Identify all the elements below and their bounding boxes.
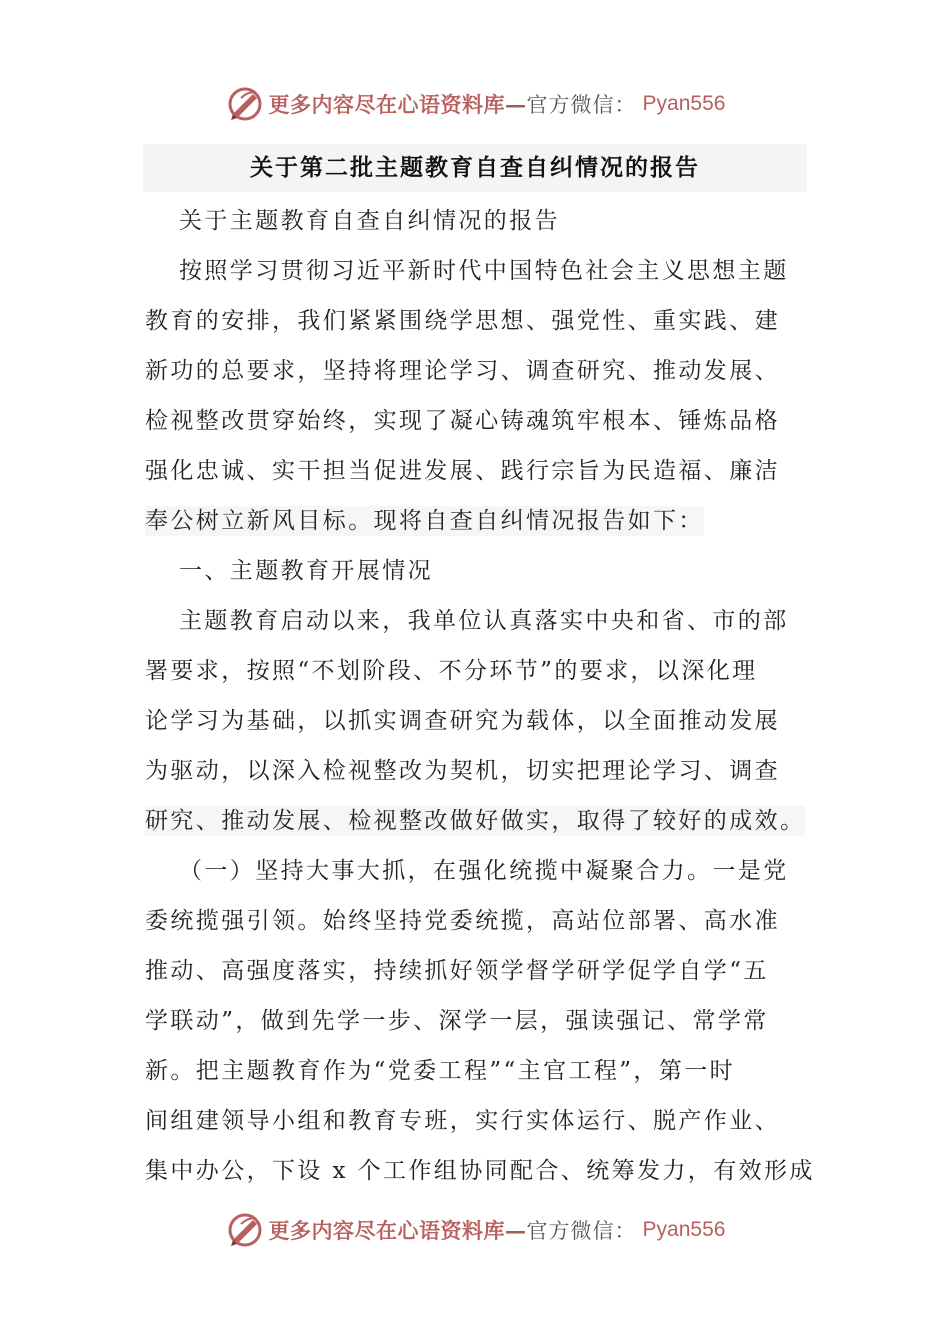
document-body bbox=[145, 196, 815, 1196]
paragraph-line: 论学习为基础，以抓实调查研究为载体，以全面推动发展 bbox=[145, 708, 780, 734]
section-heading: 一、主题教育开展情况 bbox=[179, 558, 433, 584]
subsection-line: （一）坚持大事大抓，在强化统揽中凝聚合力。一是党 bbox=[179, 858, 789, 884]
paragraph-line: 奉公树立新风目标。现将自查自纠情况报告如下： bbox=[145, 508, 704, 534]
header-banner bbox=[0, 80, 950, 128]
paragraph-line: 委统揽强引领。始终坚持党委统揽，高站位部署、高水准 bbox=[145, 908, 780, 934]
pen-logo-icon bbox=[225, 1210, 265, 1250]
paragraph-line: 为驱动，以深入检视整改为契机，切实把理论学习、调查 bbox=[145, 758, 780, 784]
document-title: 关于第二批主题教育自查自纠情况的报告 bbox=[143, 144, 807, 192]
banner-wechat-label: 官方微信： bbox=[526, 1219, 637, 1243]
paragraph-line: 按照学习贯彻习近平新时代中国特色社会主义思想主题 bbox=[179, 258, 789, 284]
banner-dash: — bbox=[505, 1217, 527, 1243]
banner-handle: Pyan556 bbox=[642, 92, 726, 115]
paragraph-line: 集中办公，下设 x 个工作组协同配合、统筹发力，有效形成 bbox=[145, 1158, 815, 1184]
banner-text: 更多内容尽在心语资料库 bbox=[268, 92, 506, 117]
paragraph-line: 强化忠诚、实干担当促进发展、践行宗旨为民造福、廉洁 bbox=[145, 458, 780, 484]
paragraph-line: 学联动”，做到先学一步、深学一层，强读强记、常学常 bbox=[145, 1008, 769, 1034]
paragraph-line: 教育的安排，我们紧紧围绕学思想、强党性、重实践、建 bbox=[145, 308, 780, 334]
banner-dash: — bbox=[505, 91, 527, 117]
paragraph-line: 新。把主题教育作为“党委工程”“主官工程”，第一时 bbox=[145, 1058, 736, 1084]
banner-handle: Pyan556 bbox=[642, 1218, 726, 1241]
paragraph-line: 研究、推动发展、检视整改做好做实，取得了较好的成效。 bbox=[145, 808, 806, 834]
paragraph-line: 主题教育启动以来，我单位认真落实中央和省、市的部 bbox=[179, 608, 789, 634]
paragraph-line: 间组建领导小组和教育专班，实行实体运行、脱产作业、 bbox=[145, 1108, 780, 1134]
footer-banner bbox=[0, 1206, 950, 1254]
paragraph-line: 新功的总要求，坚持将理论学习、调查研究、推动发展、 bbox=[145, 358, 780, 384]
paragraph-line: 推动、高强度落实，持续抓好领学督学研学促学自学“五 bbox=[145, 958, 769, 984]
banner-wechat-label: 官方微信： bbox=[526, 93, 637, 117]
pen-logo-icon bbox=[225, 84, 265, 124]
banner-text: 更多内容尽在心语资料库 bbox=[268, 1218, 506, 1243]
paragraph-line: 检视整改贯穿始终，实现了凝心铸魂筑牢根本、锤炼品格 bbox=[145, 408, 780, 434]
paragraph-line: 署要求，按照“不划阶段、不分环节”的要求，以深化理 bbox=[145, 658, 758, 684]
subtitle-line: 关于主题教育自查自纠情况的报告 bbox=[179, 208, 560, 234]
